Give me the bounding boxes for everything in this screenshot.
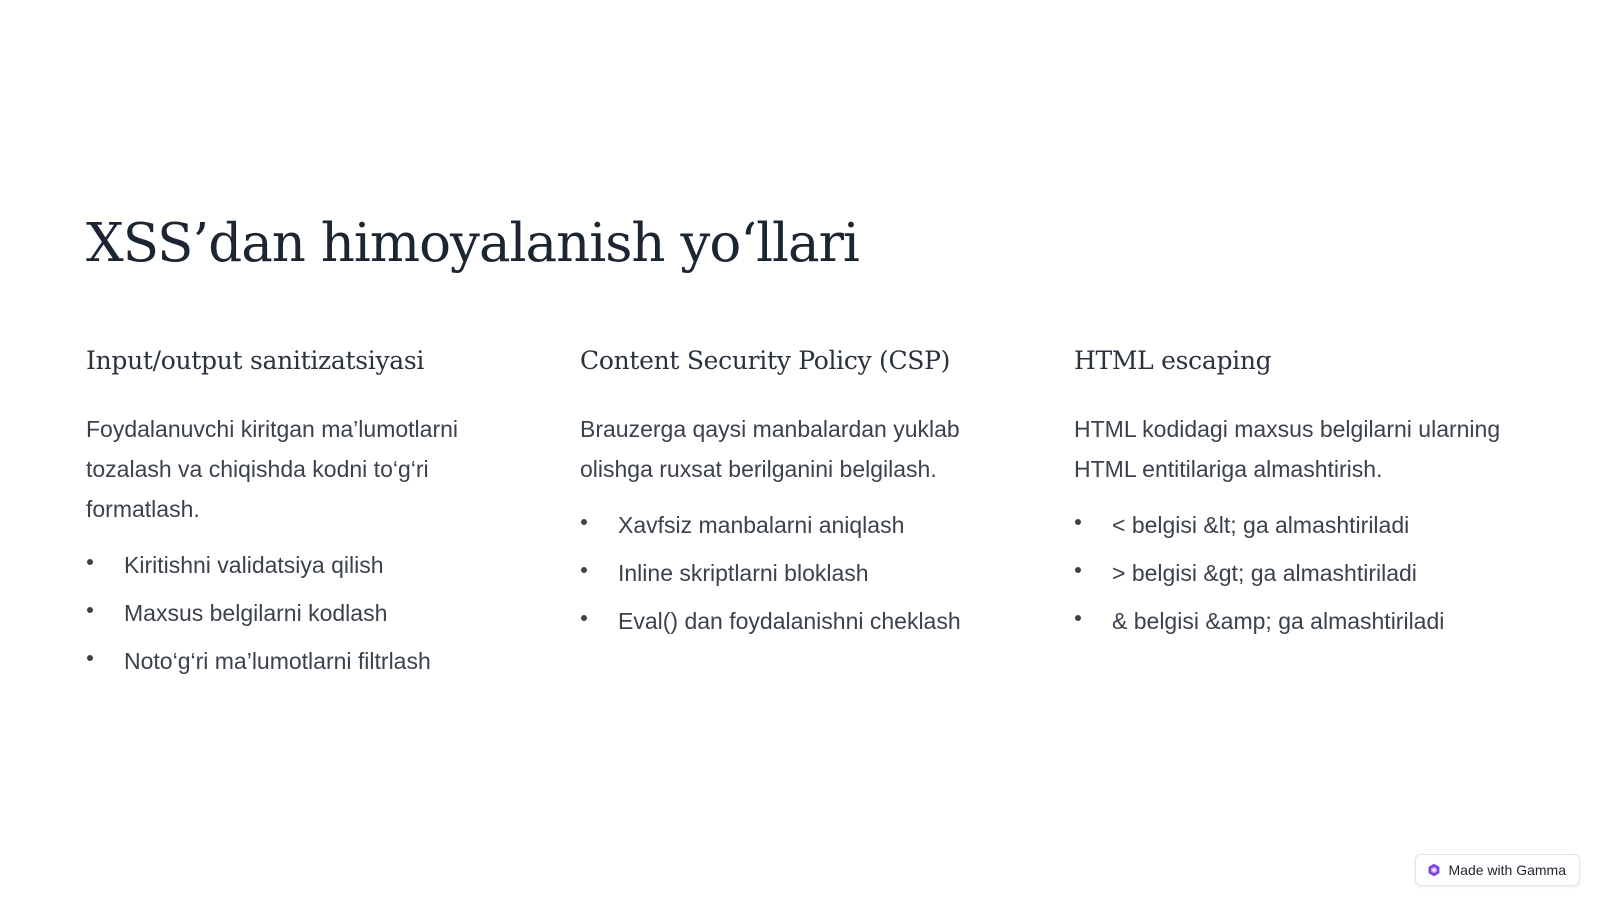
bullet-item <box>580 549 1030 597</box>
bullet-item <box>86 637 536 685</box>
bullet-text: & belgisi &amp; ga almashtiriladi <box>1112 608 1445 634</box>
bullet-dot-icon <box>87 559 93 565</box>
made-with-gamma-button[interactable] <box>1415 854 1580 886</box>
bullet-text: Maxsus belgilarni kodlash <box>124 600 388 626</box>
bullet-dot-icon <box>87 607 93 613</box>
bullet-list <box>1074 501 1524 645</box>
bullet-list <box>86 541 536 685</box>
bullet-text: Xavfsiz manbalarni aniqlash <box>618 512 905 538</box>
column-heading: Content Security Policy (CSP) <box>580 346 951 375</box>
column-heading: HTML escaping <box>1074 346 1272 375</box>
bullet-dot-icon <box>581 615 587 621</box>
columns <box>86 343 1516 685</box>
bullet-item <box>580 501 1030 549</box>
bullet-list <box>580 501 1030 645</box>
bullet-item <box>580 597 1030 645</box>
bullet-text: < belgisi &lt; ga almashtiriladi <box>1112 512 1410 538</box>
column-description: Foydalanuvchi kiritgan ma’lumotlarni tozalash va chiqishda kodni to‘g‘ri formatlash. <box>86 416 458 522</box>
bullet-text: Inline skriptlarni bloklash <box>618 560 869 586</box>
column-content-security-policy <box>580 343 1030 685</box>
bullet-item <box>1074 597 1524 645</box>
bullet-item <box>1074 549 1524 597</box>
bullet-item <box>86 541 536 589</box>
slide-title: XSS’dan himoyalanish yo‘llari <box>86 213 859 274</box>
gamma-logo-icon <box>1427 863 1441 877</box>
column-description: HTML kodidagi maxsus belgilarni ularning HTML entitilariga almashtirish. <box>1074 416 1501 482</box>
bullet-dot-icon <box>581 567 587 573</box>
bullet-text: Eval() dan foydalanishni cheklash <box>618 608 961 634</box>
bullet-text: Noto‘g‘ri ma’lumotlarni filtrlash <box>124 648 431 674</box>
bullet-dot-icon <box>581 519 587 525</box>
bullet-item <box>86 589 536 637</box>
bullet-dot-icon <box>1075 519 1081 525</box>
bullet-text: Kiritishni validatsiya qilish <box>124 552 384 578</box>
column-heading: Input/output sanitizatsiyasi <box>86 346 425 375</box>
column-html-escaping <box>1074 343 1524 685</box>
bullet-text: > belgisi &gt; ga almashtiriladi <box>1112 560 1417 586</box>
bullet-dot-icon <box>87 655 93 661</box>
bullet-dot-icon <box>1075 567 1081 573</box>
column-description: Brauzerga qaysi manbalardan yuklab olishga ruxsat berilganini belgilash. <box>580 416 960 482</box>
bullet-item <box>1074 501 1524 549</box>
badge-label: Made with Gamma <box>1448 862 1566 878</box>
column-input-output-sanitization <box>86 343 536 685</box>
bullet-dot-icon <box>1075 615 1081 621</box>
